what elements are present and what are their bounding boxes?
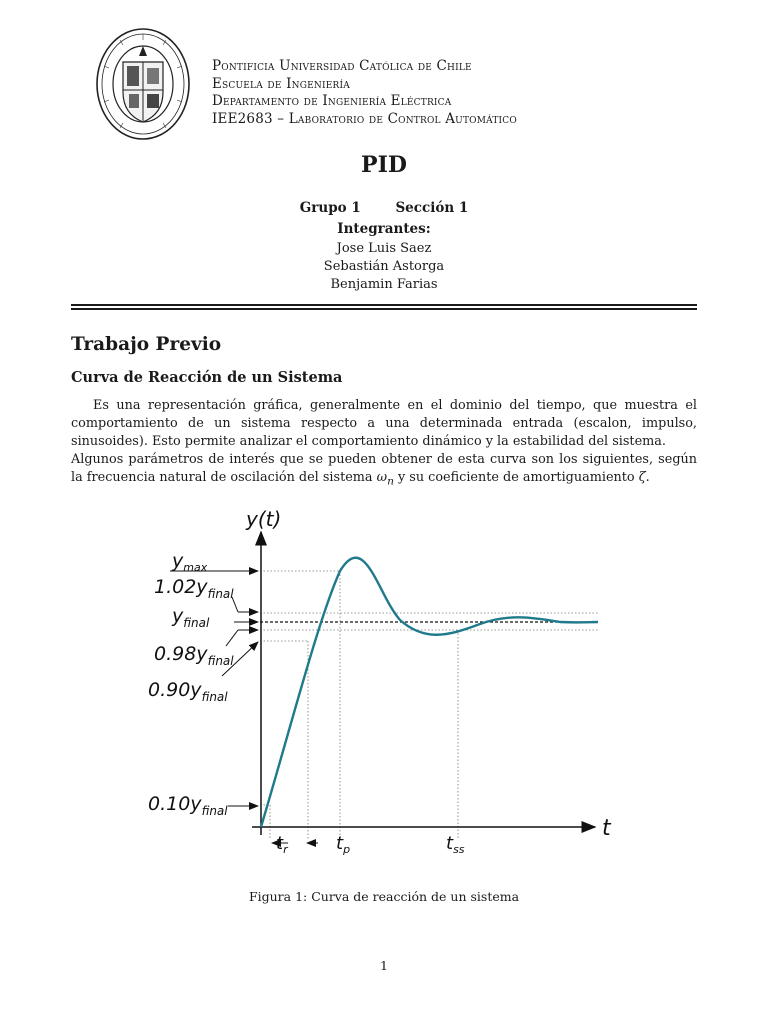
school-name: Escuela de Ingeniería (212, 75, 350, 92)
page-number: 1 (380, 958, 388, 973)
x-axis-label: t (602, 816, 611, 841)
paragraph: Es una representación gráfica, generalmente en el dominio del tiempo, que muestra el comportamiento de un sistema respecto a una determinada entrada (escalon, impulso, sinusoides). Esto permite analizar el comportamiento dinámico y la estabilidad del sistema. (71, 398, 697, 449)
yfinal-label: $y_{final}$ (172, 605, 210, 630)
y-axis-label: y(t) (246, 507, 282, 531)
figure-caption: Figura 1: Curva de reacción de un sistema (248, 889, 520, 904)
y090-label: $0.90y_{final}$ (148, 679, 228, 704)
institution-header (212, 58, 517, 128)
guide-lines (260, 571, 598, 840)
ymax-label: $y_{max}$ (172, 550, 208, 574)
rise-time-label: $t_r$ (276, 833, 288, 856)
group-label: Grupo 1 (299, 200, 361, 216)
section-heading: Trabajo Previo (71, 334, 222, 355)
group-info (0, 200, 768, 216)
peak-time-label: $t_p$ (336, 833, 351, 856)
y098-label: $0.98y_{final}$ (154, 643, 234, 668)
document-title: PID (361, 152, 407, 178)
department-name: Departamento de Ingeniería Eléctrica (212, 93, 452, 109)
paragraph: Algunos parámetros de interés que se pueden obtener de esta curva son los siguientes, según la frecuencia natural de oscilación del sistema $\omega_n$ y su coeficiente de amortiguamiento ζ. (71, 452, 697, 488)
body-text (71, 397, 697, 491)
member-name: Benjamin Farias (330, 277, 438, 292)
y010-label: $0.10y_{final}$ (148, 793, 228, 818)
members-heading: Integrantes: (337, 221, 431, 237)
member-name: Sebastián Astorga (323, 259, 445, 274)
section-label: Sección 1 (395, 200, 469, 216)
subsection-heading: Curva de Reacción de un Sistema (71, 369, 343, 386)
settling-time-label: $t_{ss}$ (446, 833, 465, 856)
reaction-curve-figure (140, 500, 620, 875)
title-divider-bottom (71, 308, 697, 310)
title-divider-top (71, 304, 697, 306)
university-name: Pontificia Universidad Católica de Chile (212, 58, 472, 74)
step-response-curve (261, 558, 598, 827)
university-seal-logo (94, 26, 192, 142)
course-name: IEE2683 – Laboratorio de Control Automático (212, 110, 517, 127)
member-name: Jose Luis Saez (336, 241, 432, 256)
y102-label: $1.02y_{final}$ (154, 576, 234, 601)
members-list (0, 240, 768, 294)
